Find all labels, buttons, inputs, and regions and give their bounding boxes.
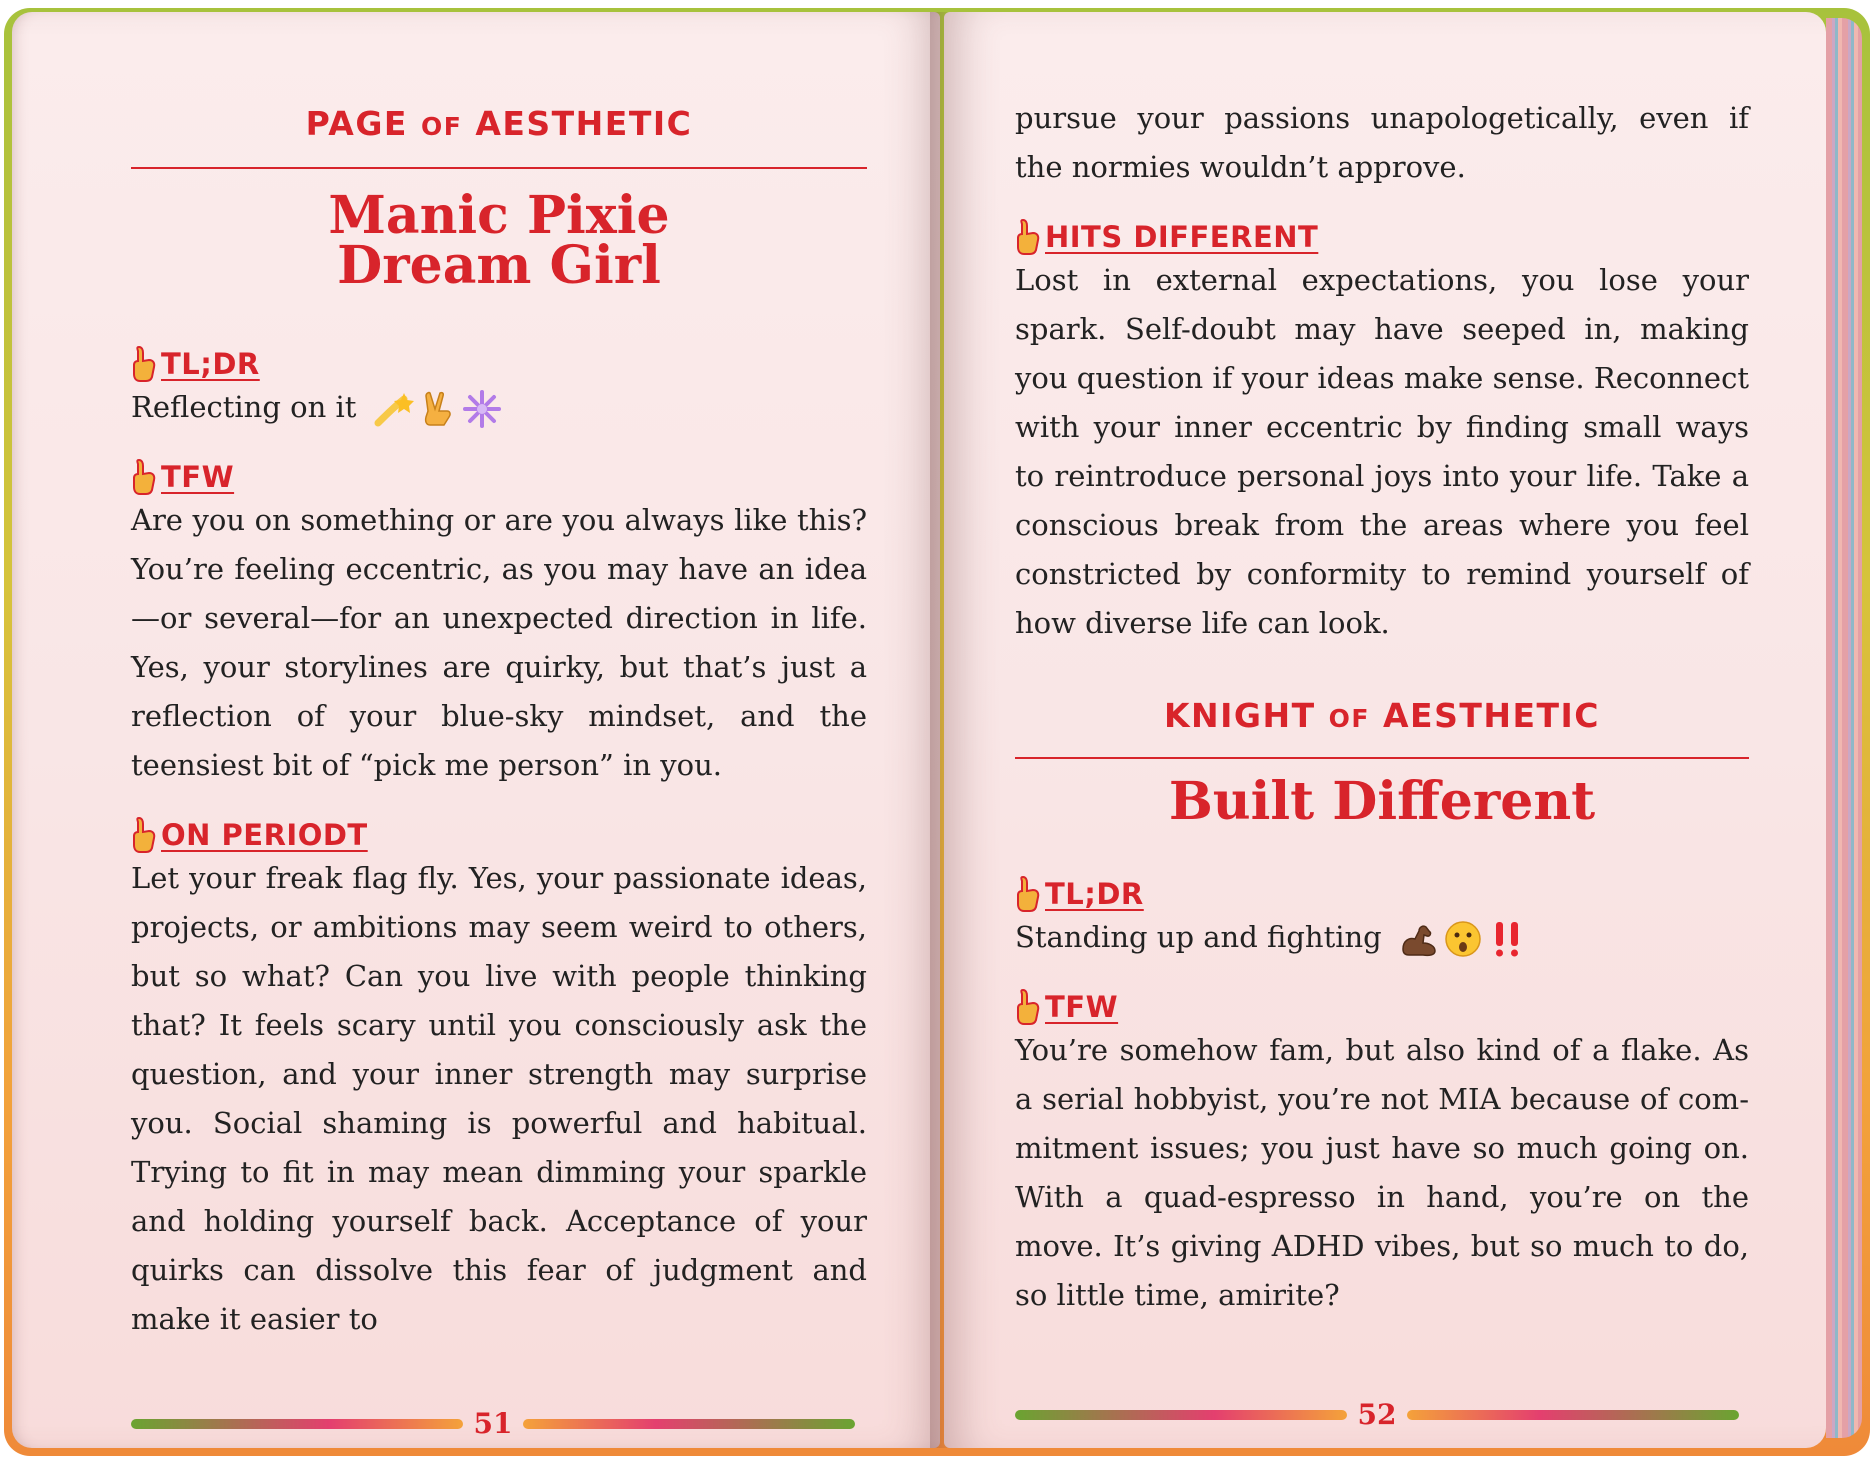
victory-hand-icon [418, 389, 458, 429]
hits-different-text: Lost in external expectations, you lose your spark. Self-doubt may have seeped in, making you question if your ideas make sense. Reconnect with your inner eccentric by finding small ways to reintroduce personal joys into your life. Take a conscious break from the areas where you feel constricted by conformity to remind yourself of how diverse life can look. [1015, 263, 1749, 640]
footer-bar-left [131, 1419, 463, 1429]
section-label: TL;DR [1045, 877, 1144, 911]
left-page [12, 12, 940, 1448]
tldr-text-content: Reflecting on it [131, 390, 357, 424]
section-heading-on-periodt [131, 816, 867, 854]
flexed-biceps-icon [1399, 919, 1439, 959]
section-heading-tfw [1015, 988, 1749, 1026]
card-name-line-2: Dream Girl [337, 235, 661, 296]
card-title [131, 104, 867, 143]
section-heading-hits-different [1015, 218, 1749, 256]
footer-bar-right [523, 1419, 855, 1429]
pointing-hand-icon [1015, 875, 1041, 913]
left-page-content [131, 12, 867, 1344]
tldr-text [1015, 913, 1749, 962]
card-title-prefix: KNIGHT [1163, 696, 1316, 735]
pointing-hand-icon [131, 345, 157, 383]
footer-bar-left [1015, 1410, 1347, 1420]
pointing-hand-icon [131, 458, 157, 496]
footer-bar-right [1407, 1410, 1739, 1420]
right-page [944, 12, 1826, 1448]
section-label: TFW [161, 460, 235, 494]
book [4, 8, 1870, 1456]
page-edges [1826, 18, 1862, 1438]
on-periodt-text: Let your freak flag fly. Yes, your passionate ideas, projects, or ambitions may seem weird to others, but so what? Can you live with people thinking that? It feels scary until you consciously ask the question, and your inner strength may surprise you. Social shaming is powerful and habitual. Trying to fit in may mean dimming your sparkle and holding yourself back. Acceptance of your quirks can dissolve this fear of judgment and make it easier to [131, 861, 867, 1336]
pointing-hand-icon [1015, 218, 1041, 256]
card-title-suffix: AESTHETIC [475, 104, 693, 143]
section-label: TL;DR [161, 347, 260, 381]
page-number: 51 [473, 1407, 513, 1440]
card-title-prefix: PAGE [305, 104, 408, 143]
tfw-text: Are you on something or are you always like this? You’re feeling eccentric, as you may have an idea—or several—for an unexpected direction in life. Yes, your storylines are quirky, but that’s just a reflection of your blue-sky mindset, and the teensiest bit of “pick me person” in you. [131, 503, 867, 782]
section-heading-tldr [131, 345, 867, 383]
page-number: 52 [1357, 1398, 1397, 1431]
section-label: TFW [1045, 990, 1119, 1024]
card-title [1015, 696, 1749, 735]
surprised-face-icon [1443, 919, 1483, 959]
double-exclamation-icon [1487, 919, 1527, 959]
pointing-hand-icon [131, 816, 157, 854]
card-name: Built Different [1168, 771, 1596, 832]
section-heading-tldr [1015, 875, 1749, 913]
tfw-text: You’re somehow fam, but also kind of a flake. As a serial hobbyist, you’re not MIA because of commitment issues; you just have so much going on. With a quad-espresso in hand, you’re on the move. It’s giving ADHD vibes, but so much to do, so little time, amirite? [1015, 1033, 1749, 1312]
section-label: HITS DIFFERENT [1045, 220, 1319, 254]
tldr-emojis [374, 389, 502, 429]
shooting-star-icon [374, 389, 414, 429]
card-name [131, 185, 867, 296]
tldr-emojis [1399, 919, 1527, 959]
sparkle-icon [462, 389, 502, 429]
tldr-text [131, 383, 867, 432]
card-name-line-1: Manic Pixie [328, 185, 670, 246]
right-page-content [1015, 12, 1749, 1320]
card-title-suffix: AESTHETIC [1383, 696, 1601, 735]
card-title-of: OF [420, 112, 463, 141]
section-heading-tfw [131, 458, 867, 496]
section-label: ON PERIODT [161, 818, 368, 852]
card-title-of: OF [1328, 704, 1370, 733]
tldr-text-content: Standing up and fighting [1015, 920, 1382, 954]
page-footer [131, 1407, 867, 1440]
pointing-hand-icon [1015, 988, 1041, 1026]
page-footer [1015, 1398, 1749, 1431]
continued-text: pursue your passions unapologetically, even if the normies wouldn’t approve. [1015, 101, 1749, 184]
